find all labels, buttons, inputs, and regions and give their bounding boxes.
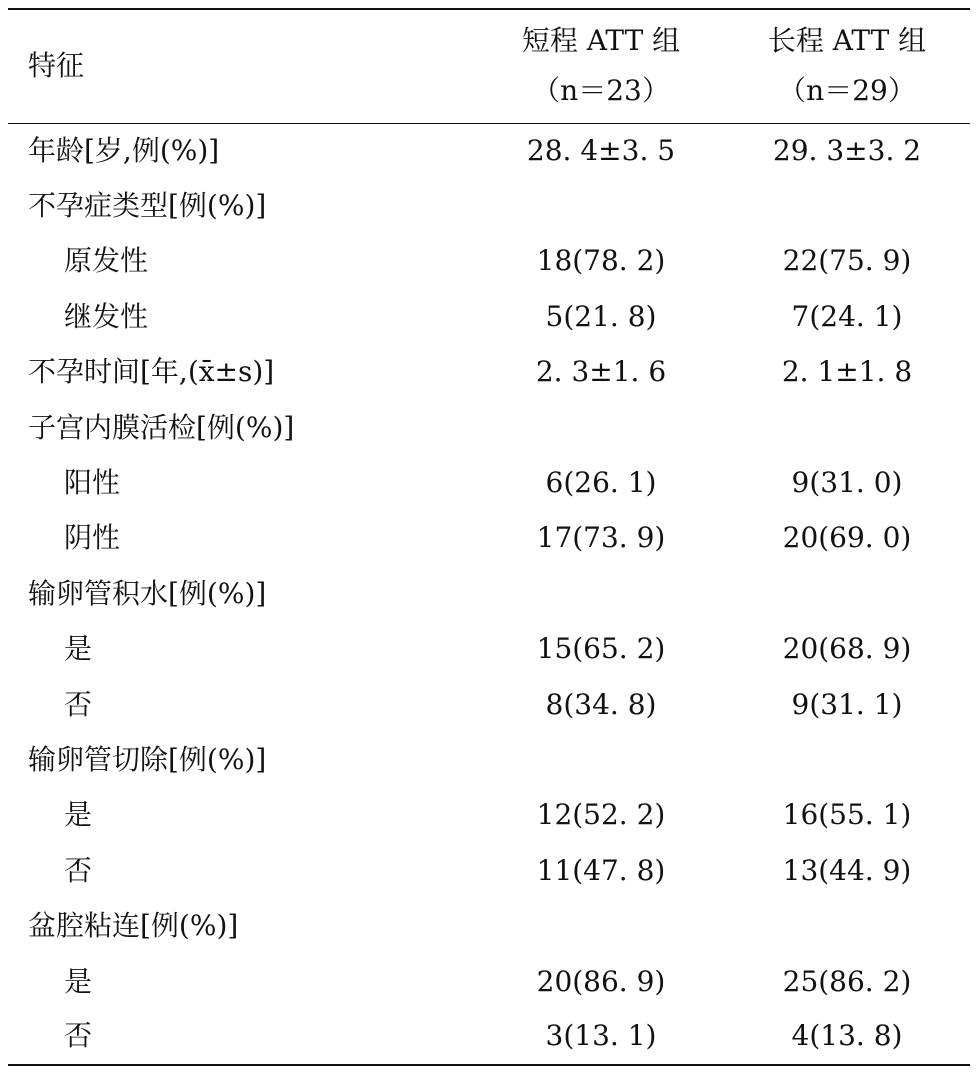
table-row	[8, 455, 970, 510]
short-att-value: 18(78. 2)	[536, 244, 666, 278]
row-label: 年龄[岁,例(%)]	[28, 133, 220, 167]
row-label: 是	[64, 964, 93, 998]
short-att-value	[478, 898, 724, 953]
table-row	[8, 289, 970, 344]
long-att-value: 7(24. 1)	[791, 299, 903, 333]
table-row	[8, 898, 970, 953]
long-att-value	[724, 566, 970, 621]
short-att-value: 2. 3±1. 6	[535, 355, 667, 389]
short-att-value: 11(47. 8)	[536, 853, 666, 887]
short-att-value	[478, 566, 724, 621]
short-att-value: 5(21. 8)	[545, 299, 657, 333]
baseline-characteristics-table	[8, 8, 970, 1066]
table-row	[8, 788, 970, 843]
row-label: 是	[64, 798, 93, 832]
long-att-value: 2. 1±1. 8	[781, 355, 913, 389]
short-att-value: 20(86. 9)	[536, 964, 666, 998]
header-long-att-n: （n＝29）	[778, 74, 916, 108]
table-row	[8, 345, 970, 400]
short-att-value	[478, 732, 724, 787]
short-att-value	[478, 400, 724, 455]
header-feature: 特征	[8, 9, 478, 123]
long-att-value: 13(44. 9)	[782, 853, 912, 887]
long-att-value: 25(86. 2)	[782, 964, 912, 998]
table-row	[8, 622, 970, 677]
table-row	[8, 566, 970, 621]
table-row	[8, 511, 970, 566]
row-label: 子宫内膜活检[例(%)]	[28, 410, 295, 444]
row-label: 原发性	[64, 244, 149, 278]
row-label: 不孕时间[年,(x̄±s)]	[28, 355, 275, 389]
row-label: 输卵管切除[例(%)]	[28, 742, 267, 776]
short-att-value: 15(65. 2)	[536, 632, 666, 666]
table-row	[8, 400, 970, 455]
row-label: 阴性	[64, 521, 121, 555]
short-att-value: 17(73. 9)	[536, 521, 666, 555]
header-short-att-group	[478, 9, 724, 123]
long-att-value: 20(68. 9)	[782, 632, 912, 666]
short-att-value: 12(52. 2)	[536, 798, 666, 832]
row-label: 否	[64, 853, 93, 887]
row-label: 盆腔粘连[例(%)]	[28, 909, 239, 943]
header-short-att-name: 短程 ATT 组	[521, 24, 681, 58]
long-att-value	[724, 178, 970, 233]
long-att-value	[724, 732, 970, 787]
table-body	[8, 123, 970, 1065]
table-row	[8, 677, 970, 732]
header-long-att-group	[724, 9, 970, 123]
table-header-row	[8, 9, 970, 123]
row-label: 是	[64, 632, 93, 666]
table-row	[8, 954, 970, 1009]
table-row	[8, 234, 970, 289]
long-att-value: 20(69. 0)	[782, 521, 912, 555]
row-label: 不孕症类型[例(%)]	[28, 189, 267, 223]
short-att-value: 3(13. 1)	[478, 1009, 724, 1064]
row-label: 阳性	[64, 466, 121, 500]
row-label: 否	[64, 687, 93, 721]
short-att-value: 28. 4±3. 5	[526, 133, 676, 167]
long-att-value	[724, 898, 970, 953]
table-row	[8, 1009, 970, 1064]
long-att-value: 29. 3±3. 2	[772, 133, 922, 167]
baseline-characteristics-table-wrapper	[8, 8, 970, 1066]
header-long-att-name: 长程 ATT 组	[767, 24, 927, 58]
row-label: 继发性	[64, 299, 149, 333]
short-att-value: 8(34. 8)	[545, 687, 657, 721]
short-att-value	[478, 178, 724, 233]
long-att-value: 9(31. 1)	[791, 687, 903, 721]
table-row	[8, 843, 970, 898]
row-label: 输卵管积水[例(%)]	[28, 576, 267, 610]
row-label: 否	[8, 1009, 478, 1064]
long-att-value: 22(75. 9)	[782, 244, 912, 278]
long-att-value: 9(31. 0)	[791, 466, 903, 500]
header-short-att-n: （n＝23）	[532, 74, 670, 108]
table-row	[8, 123, 970, 178]
table-row	[8, 178, 970, 233]
table-row	[8, 732, 970, 787]
long-att-value: 16(55. 1)	[782, 798, 912, 832]
long-att-value: 4(13. 8)	[724, 1009, 970, 1064]
short-att-value: 6(26. 1)	[545, 466, 657, 500]
long-att-value	[724, 400, 970, 455]
